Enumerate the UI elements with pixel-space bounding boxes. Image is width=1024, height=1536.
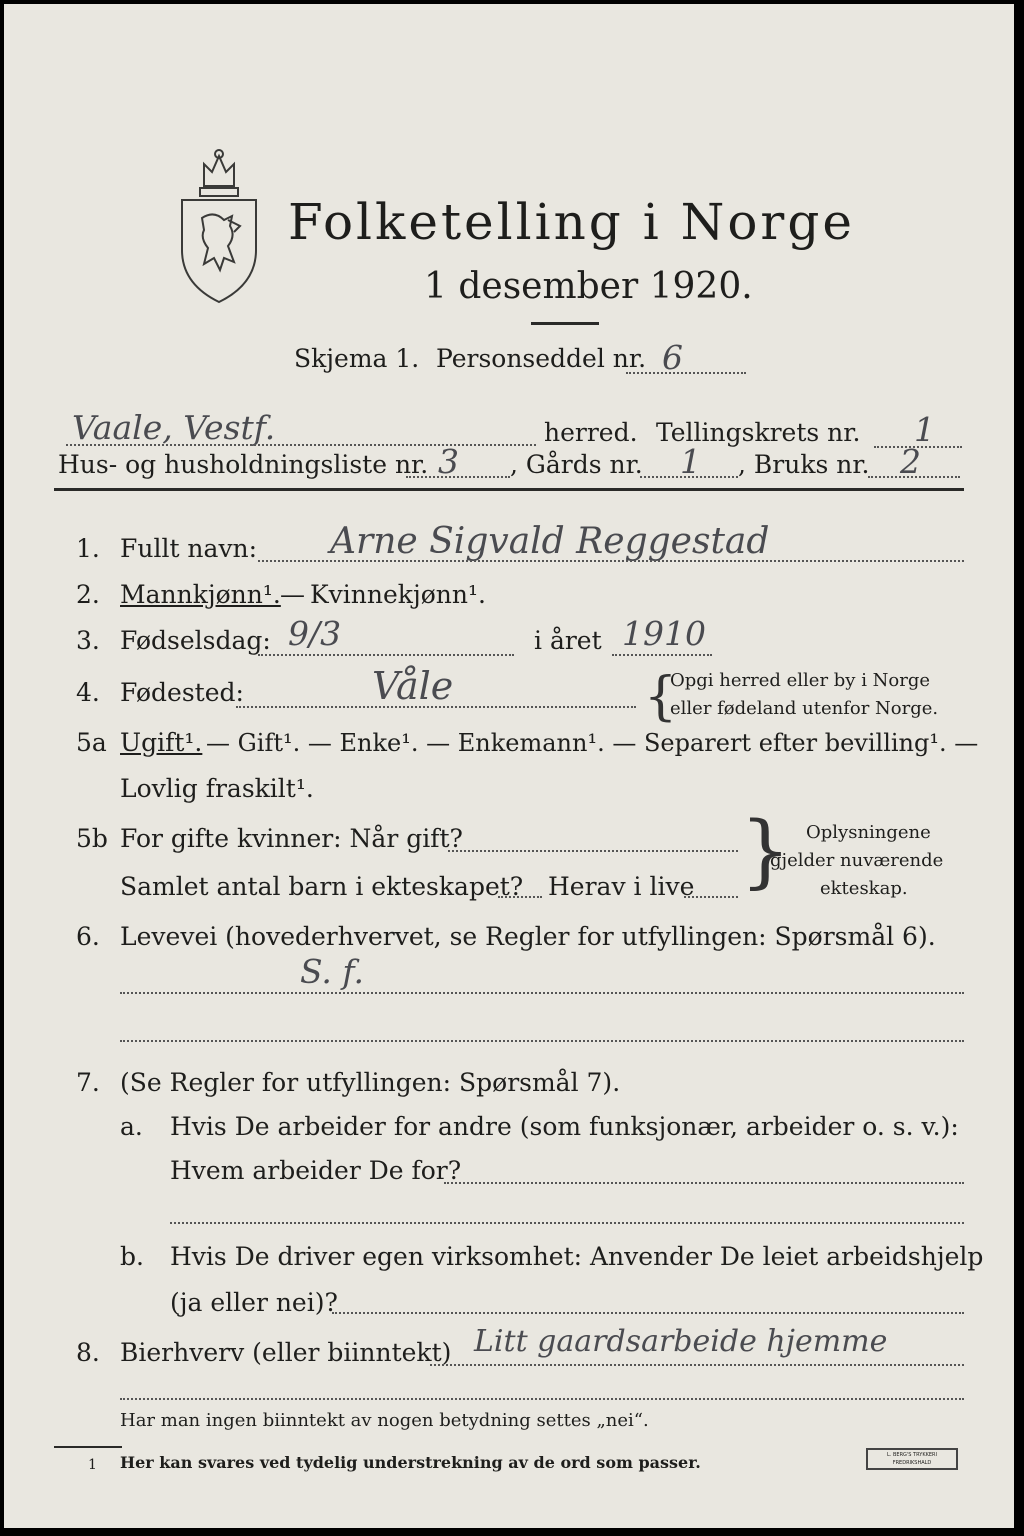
q7a-number: a. <box>120 1112 143 1141</box>
occupation-value: S. f. <box>300 952 364 991</box>
side-income-line <box>430 1364 964 1366</box>
q4-number: 4. <box>76 678 100 707</box>
when-married-label: For gifte kvinner: Når gift? <box>120 824 463 853</box>
birthplace-brace: { <box>644 667 678 727</box>
birth-day-line <box>258 654 514 656</box>
printer-stamp <box>866 1448 958 1470</box>
gards-label: , Gårds nr. <box>510 450 643 479</box>
marriage-note-1: Oplysningene <box>806 822 931 843</box>
q7a-label-2: Hvem arbeider De for? <box>170 1156 462 1185</box>
birth-year-line <box>612 654 712 656</box>
full-name-line <box>258 560 964 562</box>
form-date: 1 desember 1920. <box>424 266 753 307</box>
side-income-line-2 <box>120 1398 964 1400</box>
q5b-number: 5b <box>76 824 108 853</box>
gards-value: 1 <box>680 442 701 481</box>
occupation-label: Levevei (hovederhvervet, se Regler for utfyllingen: Spørsmål 6). <box>120 922 936 951</box>
bruks-value: 2 <box>900 442 921 481</box>
q1-number: 1. <box>76 534 100 563</box>
marriage-brace: } <box>740 804 791 897</box>
nei-note: Har man ingen biinntekt av nogen betydning settes „nei“. <box>120 1410 649 1431</box>
full-name-value: Arne Sigvald Reggestad <box>330 521 770 562</box>
printer-stamp-text: L. BERG'S TRYKKERI FREDRIKSHALD <box>887 1452 937 1466</box>
footnote-mark: 1 <box>88 1457 97 1473</box>
bruks-line <box>868 476 960 478</box>
employer-line-2 <box>170 1222 964 1224</box>
marital-options: — Gift¹. — Enke¹. — Enkemann¹. — Separert efter bevilling¹. — <box>206 729 979 757</box>
alive-line <box>684 896 738 898</box>
herred-value: Vaale, Vestf. <box>72 408 276 447</box>
alive-label: Herav i live <box>548 872 695 901</box>
herred-line <box>66 444 536 446</box>
gards-line <box>640 476 738 478</box>
marriage-note-2: gjelder nuværende <box>770 850 944 871</box>
marriage-note-3: ekteskap. <box>820 878 908 899</box>
header-rule <box>54 488 964 491</box>
personseddel-label: Personseddel nr. <box>436 344 647 373</box>
unmarried-option: Ugift¹. <box>120 728 203 757</box>
side-income-label: Bierhverv (eller biinntekt) <box>120 1338 452 1367</box>
footnote-text: Her kan svares ved tydelig understrekning av de ord som passer. <box>120 1453 701 1472</box>
q7-number: 7. <box>76 1068 100 1097</box>
personseddel-line <box>626 372 746 374</box>
q8-number: 8. <box>76 1338 100 1367</box>
gender-dash: — <box>280 580 305 609</box>
employer-line-1 <box>444 1182 964 1184</box>
schema-label: Skjema 1. <box>294 344 420 373</box>
children-line <box>498 896 542 898</box>
when-married-line <box>448 850 738 852</box>
q7b-label-2: (ja eller nei)? <box>170 1288 338 1317</box>
q5a-number: 5a <box>76 728 107 757</box>
q7a-label: Hvis De arbeider for andre (som funksjonær, arbeider o. s. v.): <box>170 1112 959 1141</box>
birth-year-value: 1910 <box>622 614 706 653</box>
birth-day-value: 9/3 <box>288 614 342 653</box>
hus-line <box>406 476 510 478</box>
q7-label: (Se Regler for utfyllingen: Spørsmål 7). <box>120 1068 621 1097</box>
female-option: Kvinnekjønn¹. <box>310 580 486 609</box>
q3-label: Fødselsdag: <box>120 626 271 655</box>
birthplace-note-2: eller fødeland utenfor Norge. <box>670 698 939 719</box>
q1-label: Fullt navn: <box>120 534 258 563</box>
census-form-page <box>4 4 1014 1528</box>
divorced-option: Lovlig fraskilt¹. <box>120 774 314 803</box>
footnote-rule <box>54 1446 122 1448</box>
title-divider <box>531 322 599 325</box>
occupation-line-1 <box>120 992 964 994</box>
hus-value: 3 <box>438 442 459 481</box>
birthplace-value: Våle <box>372 664 454 708</box>
children-label: Samlet antal barn i ekteskapet? <box>120 872 524 901</box>
q4-label: Fødested: <box>120 678 244 707</box>
herred-label: herred. <box>544 418 638 447</box>
q7b-number: b. <box>120 1242 144 1271</box>
form-title: Folketelling i Norge <box>288 193 855 251</box>
bruks-label: , Bruks nr. <box>738 450 870 479</box>
year-label: i året <box>534 626 602 655</box>
tellingskrets-label: Tellingskrets nr. <box>656 418 861 447</box>
hus-label: Hus- og husholdningsliste nr. <box>58 450 429 479</box>
occupation-line-2 <box>120 1040 964 1042</box>
male-option: Mannkjønn¹. <box>120 580 281 609</box>
birthplace-line <box>236 706 636 708</box>
side-income-value: Litt gaardsarbeide hjemme <box>474 1324 888 1359</box>
q2-number: 2. <box>76 580 100 609</box>
personseddel-value: 6 <box>662 338 683 377</box>
q6-number: 6. <box>76 922 100 951</box>
q7b-label: Hvis De driver egen virksomhet: Anvender De leiet arbeidshjelp <box>170 1242 984 1271</box>
birthplace-note-1: Opgi herred eller by i Norge <box>670 670 931 691</box>
hired-help-line <box>332 1312 964 1314</box>
q3-number: 3. <box>76 626 100 655</box>
coat-of-arms-icon <box>174 146 264 306</box>
tellingskrets-value: 1 <box>914 410 935 449</box>
